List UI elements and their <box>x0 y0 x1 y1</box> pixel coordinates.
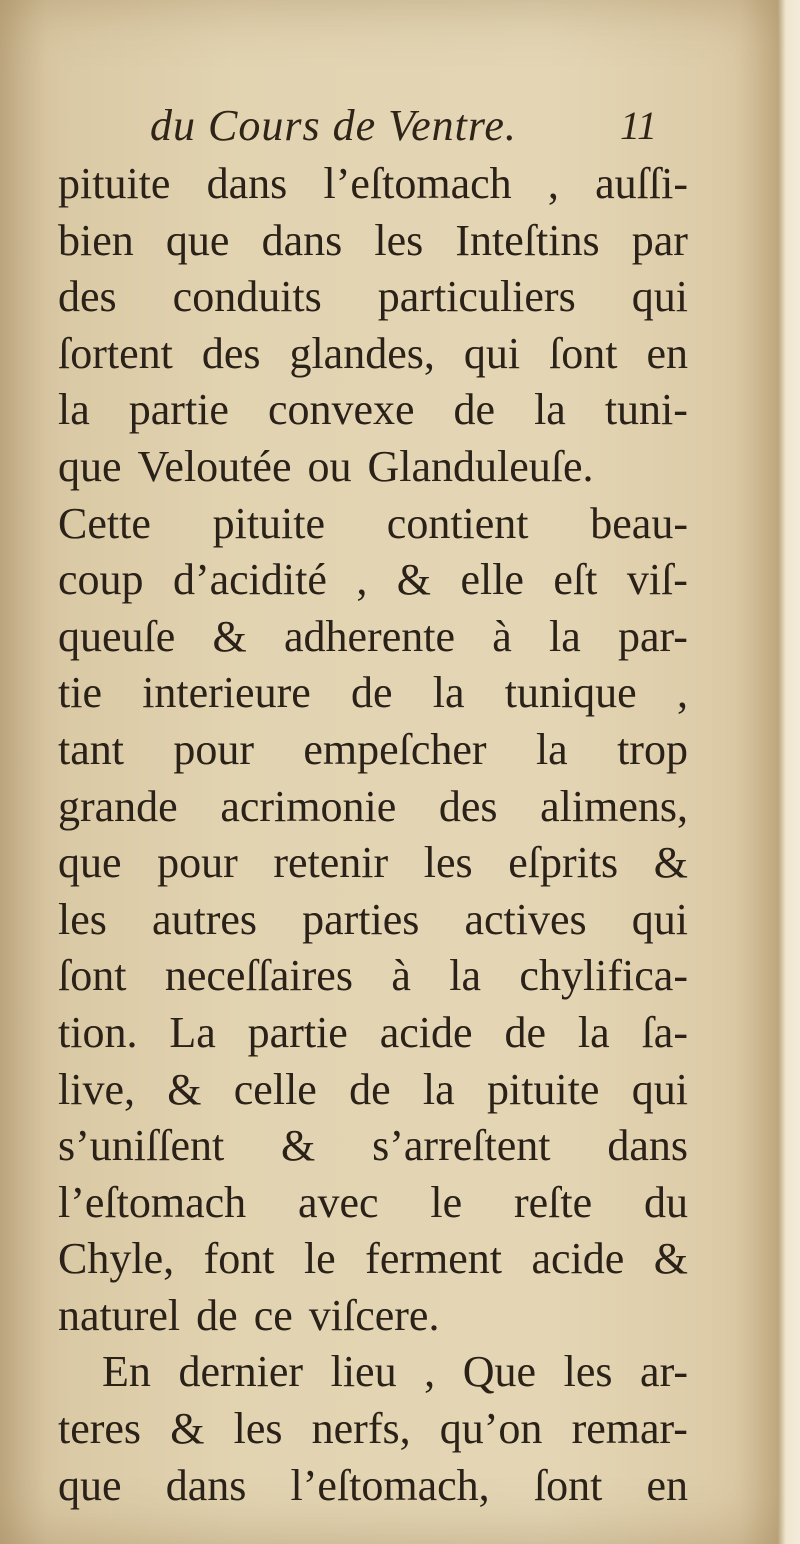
word: tunique <box>504 668 637 718</box>
text-line <box>58 1005 688 1062</box>
word: s’uniſſent <box>58 1121 225 1171</box>
word: En <box>102 1347 151 1397</box>
word: qu’on <box>439 1404 543 1454</box>
text-line <box>58 892 688 949</box>
word: les <box>374 215 424 265</box>
text-line <box>58 1118 688 1175</box>
word: la <box>432 668 465 718</box>
word: Veloutée <box>137 441 292 491</box>
word: neceſſaires <box>164 951 353 1001</box>
text-line <box>58 156 688 213</box>
text-line <box>58 213 688 270</box>
page-header <box>0 100 778 160</box>
word: ſont <box>58 951 127 1001</box>
text-line <box>58 722 688 779</box>
word: partie <box>247 1007 348 1057</box>
word: dans <box>261 215 343 265</box>
word: auſſi- <box>595 159 688 208</box>
word: empeſcher <box>303 724 487 774</box>
word: qui <box>631 1064 688 1114</box>
word: tion. <box>58 1007 138 1057</box>
word: Que <box>462 1347 537 1397</box>
word: coup <box>58 555 144 605</box>
word: de <box>196 1290 238 1340</box>
word: particuliers <box>377 272 576 322</box>
text-line <box>58 665 688 722</box>
word: pituite <box>212 498 326 548</box>
word: avec <box>297 1177 379 1227</box>
page-edge <box>778 0 800 1544</box>
word: des <box>201 328 261 378</box>
word: que <box>58 838 122 888</box>
text-line <box>58 269 688 326</box>
word: des <box>438 781 498 831</box>
word: dans <box>165 1460 247 1510</box>
word: de <box>504 1007 546 1057</box>
word: la <box>449 951 482 1001</box>
word: , <box>424 1347 436 1397</box>
word: l’eſtomach, <box>290 1460 490 1510</box>
word: ſa- <box>641 1007 688 1057</box>
word: remar- <box>571 1404 688 1454</box>
text-line <box>58 326 688 383</box>
text-line <box>58 1458 688 1515</box>
text-line <box>58 1175 688 1232</box>
word: elle <box>460 555 524 605</box>
word: qui <box>463 328 521 378</box>
word: viſ- <box>626 555 688 605</box>
word: les <box>58 894 107 944</box>
word: la <box>58 385 90 435</box>
word: Chyle, <box>58 1234 175 1284</box>
word: celle <box>233 1064 317 1114</box>
word: les <box>233 1404 283 1454</box>
word: alimens, <box>540 781 688 831</box>
word: pituite <box>486 1064 600 1114</box>
word: dans <box>206 159 288 208</box>
word: glandes, <box>289 328 435 378</box>
word: , <box>676 668 688 718</box>
word: viſcere. <box>308 1290 440 1340</box>
word: pour <box>157 838 238 888</box>
word: le <box>303 1234 336 1284</box>
text-line <box>58 496 688 553</box>
word: ce <box>253 1290 293 1340</box>
word: Inteſtins <box>455 215 600 265</box>
word: contient <box>386 498 529 548</box>
word: reſte <box>513 1177 593 1227</box>
word: à <box>492 611 512 661</box>
word: autres <box>151 894 258 944</box>
text-line <box>58 1231 688 1288</box>
word: la <box>577 1007 610 1057</box>
word: acrimonie <box>220 781 397 831</box>
page-number: 11 <box>620 103 658 148</box>
word: bien <box>58 215 134 265</box>
word: convexe <box>267 385 415 435</box>
word: , <box>547 159 559 208</box>
word: partie <box>128 385 229 435</box>
text-line <box>58 779 688 836</box>
word: ſont <box>533 1460 603 1510</box>
word: en <box>646 328 688 378</box>
word: par- <box>618 611 688 661</box>
word: de <box>453 385 496 435</box>
word: que <box>58 1460 122 1510</box>
word: tuni- <box>604 385 688 435</box>
text-line <box>58 1401 688 1458</box>
word: live, <box>58 1064 135 1114</box>
word: Cette <box>58 498 151 548</box>
word: par <box>631 215 688 265</box>
word: acide <box>379 1007 473 1057</box>
word: , <box>356 555 368 605</box>
text-line <box>58 439 688 496</box>
word: interieure <box>142 668 311 718</box>
word: la <box>549 611 581 661</box>
body-text <box>58 156 688 1514</box>
word: ferment <box>365 1234 502 1284</box>
word: & <box>170 1404 205 1454</box>
word: trop <box>617 724 688 774</box>
word: les <box>423 838 473 888</box>
word: font <box>203 1234 275 1284</box>
word: nerfs, <box>311 1404 411 1454</box>
word: la <box>535 724 568 774</box>
word: adherente <box>284 611 455 661</box>
word: à <box>391 951 411 1001</box>
word: & <box>212 611 247 661</box>
word: ſortent <box>58 328 173 378</box>
word: retenir <box>273 838 389 888</box>
word: l’eſtomach <box>323 159 512 208</box>
word: de <box>351 668 393 718</box>
word: beau- <box>590 498 688 548</box>
text-line <box>58 948 688 1005</box>
word: qui <box>631 894 688 944</box>
text-line <box>58 1288 688 1345</box>
text-line <box>58 1062 688 1119</box>
word: actives <box>464 894 587 944</box>
word: des <box>58 272 117 322</box>
word: dans <box>607 1121 688 1171</box>
word: Glanduleuſe. <box>367 441 594 491</box>
word: que <box>58 441 122 491</box>
word: pour <box>173 724 254 774</box>
word: grande <box>58 781 178 831</box>
word: ou <box>307 441 352 491</box>
word: que <box>165 215 230 265</box>
word: la <box>422 1064 455 1114</box>
text-line <box>58 382 688 439</box>
word: teres <box>58 1404 142 1454</box>
text-line <box>58 552 688 609</box>
word: qui <box>631 272 688 322</box>
word: conduits <box>172 272 322 322</box>
word: eſprits <box>508 838 619 888</box>
word: la <box>534 385 566 435</box>
word: lieu <box>330 1347 397 1397</box>
word: ar- <box>640 1347 688 1397</box>
word: La <box>169 1007 216 1057</box>
word: ſont <box>549 328 618 378</box>
word: en <box>646 1460 688 1510</box>
text-line <box>58 609 688 666</box>
word: & <box>281 1121 316 1171</box>
word: de <box>349 1064 391 1114</box>
word: pituite <box>58 159 171 208</box>
text-line <box>58 1344 688 1401</box>
word: du <box>643 1177 688 1227</box>
word: dernier <box>178 1347 304 1397</box>
word: & <box>653 838 688 888</box>
word: tant <box>58 724 124 774</box>
word: queuſe <box>58 611 176 661</box>
word: tie <box>58 668 102 718</box>
word: s’arreſtent <box>372 1121 551 1171</box>
text-line <box>58 835 688 892</box>
word: acide <box>531 1234 625 1284</box>
word: le <box>430 1177 463 1227</box>
word: d’acidité <box>172 555 327 605</box>
word: & <box>653 1234 688 1284</box>
word: & <box>167 1064 202 1114</box>
running-head: du Cours de Ventre. <box>150 101 517 150</box>
word: & <box>396 555 431 605</box>
word: l’eſtomach <box>58 1177 247 1227</box>
word: eſt <box>553 555 598 605</box>
word: parties <box>302 894 420 944</box>
word: naturel <box>58 1290 181 1340</box>
word: chylifica- <box>519 951 688 1001</box>
word: les <box>563 1347 613 1397</box>
